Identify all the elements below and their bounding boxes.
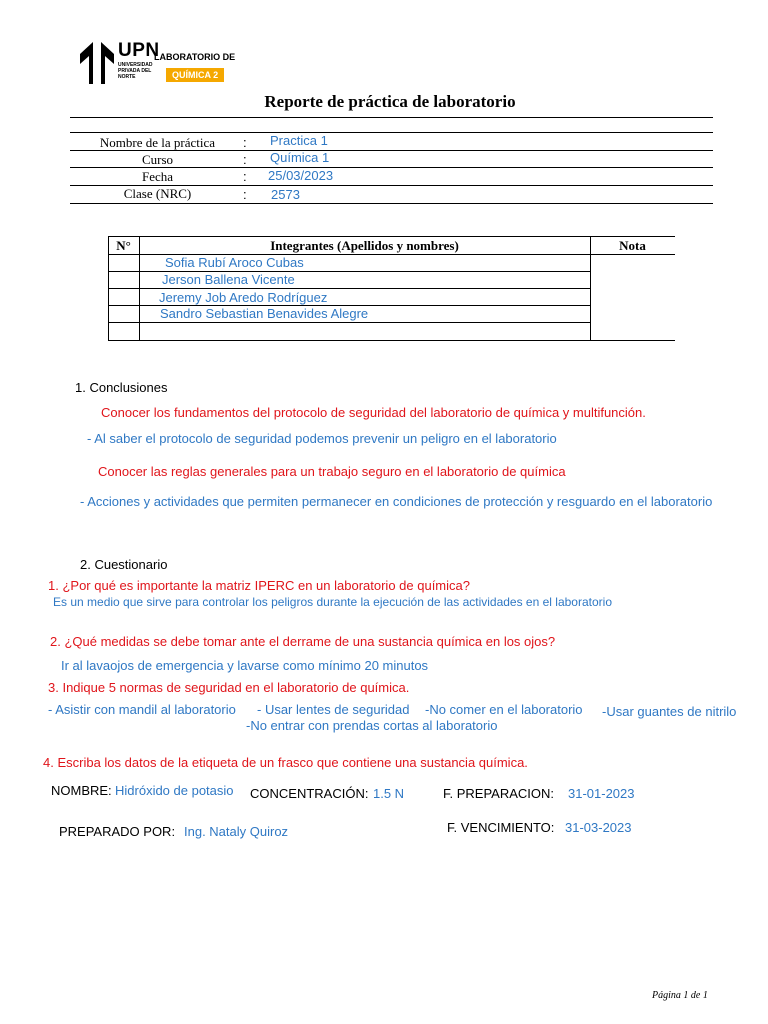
value-nombre: Hidróxido de potasio <box>115 783 234 798</box>
info-value-practica: Practica 1 <box>270 133 328 148</box>
conclusions-heading: 1. Conclusiones <box>75 380 168 395</box>
logo-subtext: UNIVERSIDAD PRIVADA DEL NORTE <box>118 62 153 80</box>
info-sep: : <box>243 152 247 167</box>
answer-1: Es un medio que sirve para controlar los peligros durante la ejecución de las actividades en el laboratorio <box>53 595 612 609</box>
report-title: Reporte de práctica de laboratorio <box>264 92 516 111</box>
answer-3-item: -Usar guantes de nitrilo <box>602 704 737 719</box>
value-preparacion: 31-01-2023 <box>568 786 635 801</box>
answer-3-item: - Asistir con mandil al laboratorio <box>48 702 236 717</box>
info-label-curso: Curso <box>141 152 174 167</box>
answer-3-item: -No entrar con prendas cortas al laboratorio <box>246 718 498 733</box>
question-3: 3. Indique 5 normas de seguridad en el laboratorio de química. <box>48 680 410 695</box>
answer-3-item: - Usar lentes de seguridad <box>257 702 410 717</box>
lab-label: LABORATORIO DE <box>154 52 236 62</box>
member-name: Jeremy Job Aredo Rodríguez <box>159 290 328 305</box>
info-value-curso: Química 1 <box>270 150 330 165</box>
info-label-clase: Clase (NRC) <box>123 186 192 201</box>
logo-text: UPN <box>118 40 160 61</box>
col-header-number: N° <box>116 238 131 253</box>
info-sep: : <box>243 187 247 202</box>
conclusion-item: Conocer los fundamentos del protocolo de seguridad del laboratorio de química y multifunción. <box>101 405 646 420</box>
info-label-practica: Nombre de la práctica <box>99 135 216 150</box>
conclusion-item: - Acciones y actividades que permiten permanecer en condiciones de protección y resguardo en el laboratorio <box>80 494 713 509</box>
value-concentracion: 1.5 N <box>373 786 405 801</box>
label-vencimiento: F. VENCIMIENTO: <box>447 820 555 835</box>
label-preparacion: F. PREPARACION: <box>443 786 555 801</box>
col-header-names: Integrantes (Apellidos y nombres) <box>270 238 459 253</box>
info-label-fecha: Fecha <box>141 169 174 184</box>
upn-arrow-icon <box>80 42 114 84</box>
upn-logo <box>80 38 480 88</box>
answer-2: Ir al lavaojos de emergencia y lavarse como mínimo 20 minutos <box>61 658 429 673</box>
label-nombre: NOMBRE: <box>51 783 112 798</box>
conclusion-item: Conocer las reglas generales para un trabajo seguro en el laboratorio de química <box>98 464 566 479</box>
info-value-fecha: 25/03/2023 <box>268 168 334 183</box>
col-header-grade: Nota <box>619 238 646 253</box>
lab-badge: QUÍMICA 2 <box>166 68 224 82</box>
member-name: Sofia Rubí Aroco Cubas <box>165 255 304 270</box>
page-number: Página 1 de 1 <box>652 990 708 1001</box>
info-sep: : <box>243 169 247 184</box>
title-rule <box>70 117 713 118</box>
info-value-clase: 2573 <box>271 187 300 202</box>
label-concentracion: CONCENTRACIÓN: <box>250 786 369 801</box>
questionnaire-heading: 2. Cuestionario <box>80 557 168 572</box>
label-preparado-por: PREPARADO POR: <box>59 824 176 839</box>
info-sep: : <box>243 135 247 150</box>
conclusion-item: - Al saber el protocolo de seguridad podemos prevenir un peligro en el laboratorio <box>87 431 557 446</box>
value-vencimiento: 31-03-2023 <box>565 820 632 835</box>
question-4: 4. Escriba los datos de la etiqueta de un frasco que contiene una sustancia química. <box>43 755 528 770</box>
question-2: 2. ¿Qué medidas se debe tomar ante el derrame de una sustancia química en los ojos? <box>50 634 556 649</box>
question-1: 1. ¿Por qué es importante la matriz IPERC en un laboratorio de química? <box>48 578 470 593</box>
member-name: Jerson Ballena Vicente <box>162 272 295 287</box>
member-name: Sandro Sebastian Benavides Alegre <box>160 306 369 321</box>
value-preparado-por: Ing. Nataly Quiroz <box>184 824 289 839</box>
answer-3-item: -No comer en el laboratorio <box>425 702 583 717</box>
